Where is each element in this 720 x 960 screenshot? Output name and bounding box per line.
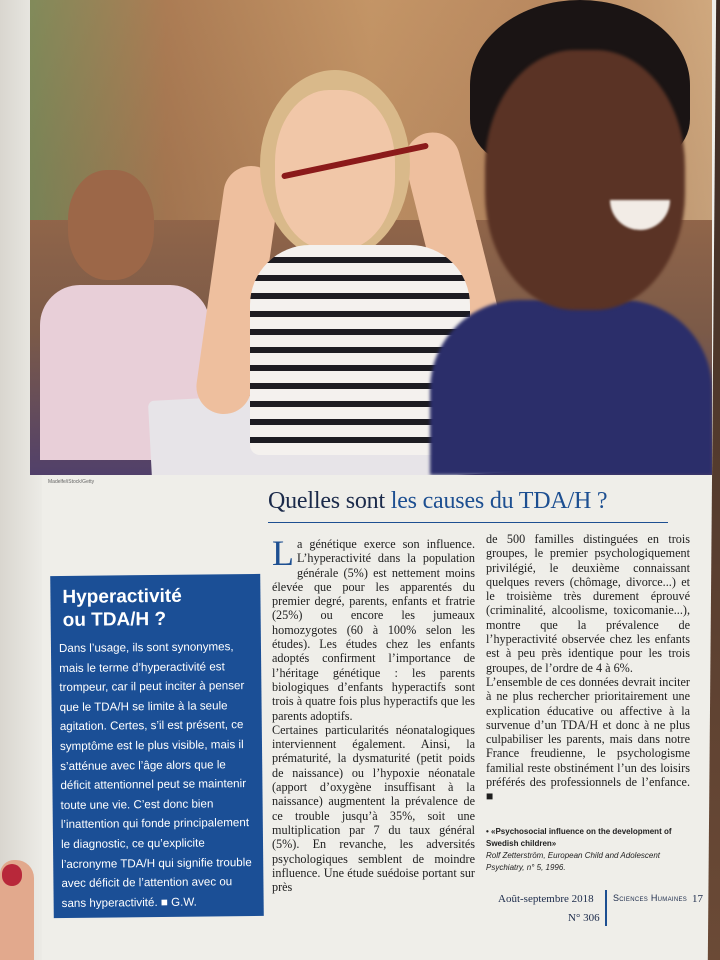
paragraph: La génétique exerce son influence. L’hyperactivité dans la population générale (5%) est nettement moins élevée que pour les apparentés du premier degré, parents, enfants et fratrie (25%) ou encore les jumeaux homozygotes (60 à 100% selon les études). Les études chez les enfants adoptés confirment l’importance de l’héritage génétique : les parents biologiques d’enfants hyperactifs sont trois à quatre fois plus hyperactifs que les parents adoptifs. (272, 533, 475, 723)
article-column-1 (272, 533, 475, 895)
sidebar-box (50, 574, 264, 918)
page-number: 17 (692, 893, 703, 905)
magazine-name: Sciences Humaines (613, 893, 688, 903)
article-title (268, 488, 607, 515)
footer-divider (605, 890, 607, 926)
article-column-2 (486, 532, 690, 804)
reference-note (486, 826, 696, 874)
title-highlight: les causes du TDA/H ? (390, 488, 608, 514)
sidebar-title: Hyperactivité ou TDA/H ? (62, 585, 182, 631)
title-prefix: Quelles sont (268, 488, 391, 514)
issue-date: Août-septembre 2018 (498, 893, 594, 905)
sidebar-body: Dans l’usage, ils sont synonymes, mais le terme d’hyperactivité est trompeur, car il peut inciter à penser que le TDA/H se limite à la seule agitation. Certes, s’il est présent, ce symptôme est le plus visible, mais il s’atténue avec l’âge alors que le déficit attentionnel peut se maintenir toute une vie. C’est donc bien l’inattention qui fonde principalement le diagnostic, ce qu’explicite l’acronyme TDA/H qui signifie trouble avec déficit de l’attention avec ou sans hyperactivité. ■ G.W. (58, 640, 252, 910)
reference-title: • «Psychosocial influence on the development of Swedish children» (486, 827, 672, 848)
paragraph: de 500 familles distinguées en trois groupes, le premier psychologiquement privilégié, le deuxième connaissant quelques revers (chômage, divorce...) et le troisième très durement éprouvé (criminalité, alcoolisme, toxicomanie...), montre que la prévalence de l’hyperactivité observée chez les enfants est à peu près identique pour les trois groupes, de l’ordre de 4 à 6%. (486, 532, 690, 675)
paragraph: Certaines particularités néonatalogiques interviennent également. Ainsi, la prématurité, la dysmaturité (petit poids de naissance) ou l’hypoxie néonatale (apport d’oxygène insuffisant à la naissance) augmentent la prévalence de ce trouble jusqu’à 35%, soit une multiplication par 7 du taux général (5%). En revanche, les adversités psychologiques semblent de moindre influence. Une étude suédoise portant sur près (272, 722, 475, 895)
paragraph: L’ensemble de ces données devrait inciter à ne plus rechercher prioritairement une explication éducative ou affective à la survenue d’un TDA/H et donc à ne plus culpabiliser les parents, mais dans notre France freudienne, le psychologisme familial reste obstinément l’un des loisirs préférés des professionnels de l’enfance. ■ (486, 674, 690, 804)
classroom-photo (30, 0, 712, 475)
drop-cap: L (272, 533, 294, 573)
photo-credit: Madelfe/iStock/Getty (48, 479, 95, 485)
title-underline (268, 522, 668, 523)
issue-number: N° 306 (568, 912, 600, 924)
finger-holding-page (0, 860, 34, 960)
photo-child-right-blurred (430, 0, 712, 475)
reference-source: Rolf Zetterström, European Child and Adolescent Psychiatry, n° 5, 1996. (486, 851, 661, 872)
